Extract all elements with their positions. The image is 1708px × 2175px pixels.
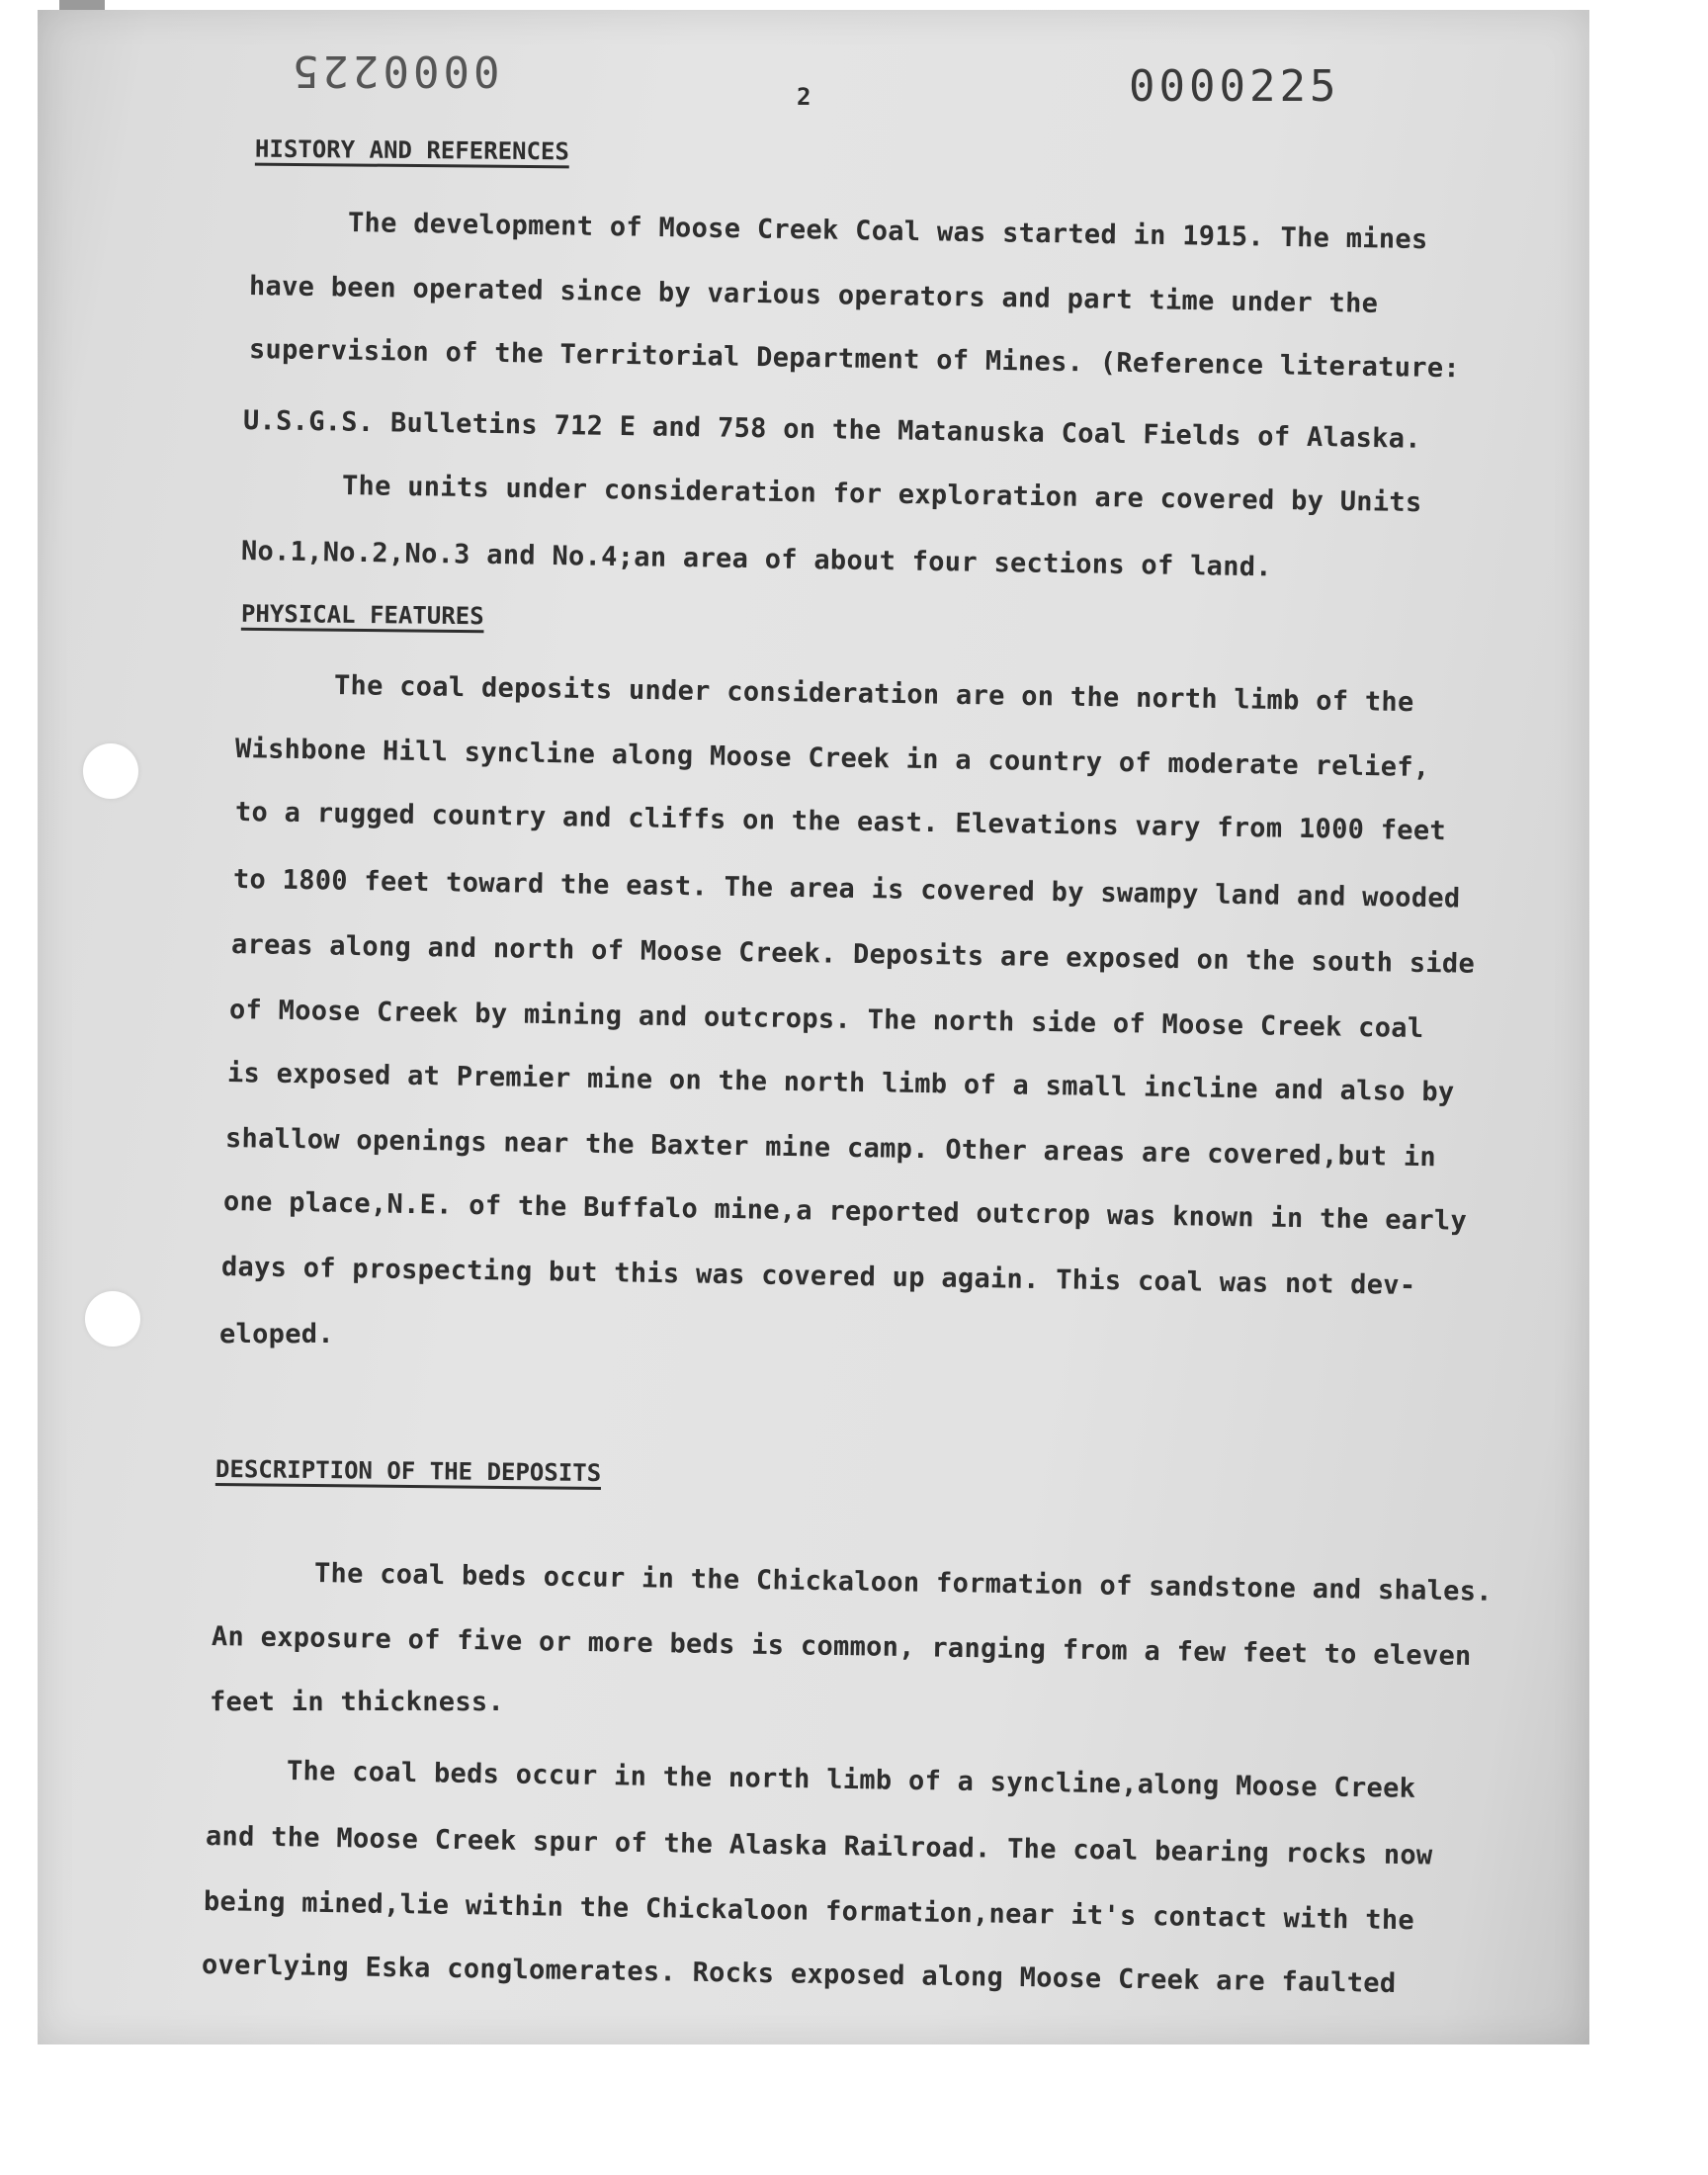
paragraph-line: being mined,lie within the Chickaloon formation,near it's contact with the [203,1886,1415,1937]
paragraph-line: U.S.G.S. Bulletins 712 E and 758 on the Matanuska Coal Fields of Alaska. [242,405,1422,455]
document-number: 0000225 [1129,61,1340,112]
section-heading-physical-features: PHYSICAL FEATURES [240,599,484,631]
paragraph-line: The coal beds occur in the Chickaloon formation of sandstone and shales. [313,1558,1494,1608]
paragraph-line: to 1800 feet toward the east. The area is covered by swampy land and wooded [232,864,1461,914]
scan-corner-mark [59,0,105,10]
page-number: 2 [797,83,811,111]
paragraph-line: one place,N.E. of the Buffalo mine,a reported outcrop was known in the early [222,1186,1468,1237]
paragraph-line: The units under consideration for exploration are covered by Units [341,471,1422,519]
paragraph-line: An exposure of five or more beds is common, ranging from a few feet to eleven [211,1621,1472,1673]
paragraph-line: feet in thickness. [210,1687,504,1717]
paragraph-line: overlying Eska conglomerates. Rocks exposed along Moose Creek are faulted [201,1950,1397,1999]
paragraph-line: to a rugged country and cliffs on the east. Elevations vary from 1000 feet [234,797,1447,847]
section-heading-history: HISTORY AND REFERENCES [254,134,570,166]
paragraph-line: Wishbone Hill syncline along Moose Creek in a country of moderate relief, [234,734,1430,783]
punch-hole-top [83,743,138,799]
paragraph-line: is exposed at Premier mine on the north limb of a small incline and also by [226,1058,1455,1108]
paragraph-line: have been operated since by various operators and part time under the [248,271,1379,319]
paragraph-line: eloped. [219,1319,334,1349]
punch-hole-bottom [85,1291,140,1347]
paragraph-line: areas along and north of Moose Creek. Deposits are exposed on the south side [230,929,1476,980]
paragraph-line: The coal beds occur in the north limb of a syncline,along Moose Creek [286,1756,1416,1804]
paragraph-line: and the Moose Creek spur of the Alaska Railroad. The coal bearing rocks now [205,1821,1433,1871]
mirrored-document-number: 0000225 [289,45,500,96]
section-heading-description: DESCRIPTION OF THE DEPOSITS [214,1454,602,1488]
paragraph-line: The coal deposits under consideration are on the north limb of the [333,670,1414,719]
paragraph-line: days of prospecting but this was covered up again. This coal was not dev- [220,1252,1416,1301]
paragraph-line: supervision of the Territorial Department of Mines. (Reference literature: [248,334,1461,385]
paragraph-line: shallow openings near the Baxter mine camp. Other areas are covered,but in [224,1123,1437,1174]
paragraph-line: The development of Moose Creek Coal was started in 1915. The mines [347,208,1428,256]
paragraph-line: No.1,No.2,No.3 and No.4;an area of about four sections of land. [240,536,1273,583]
paragraph-line: of Moose Creek by mining and outcrops. The north side of Moose Creek coal [228,995,1424,1044]
